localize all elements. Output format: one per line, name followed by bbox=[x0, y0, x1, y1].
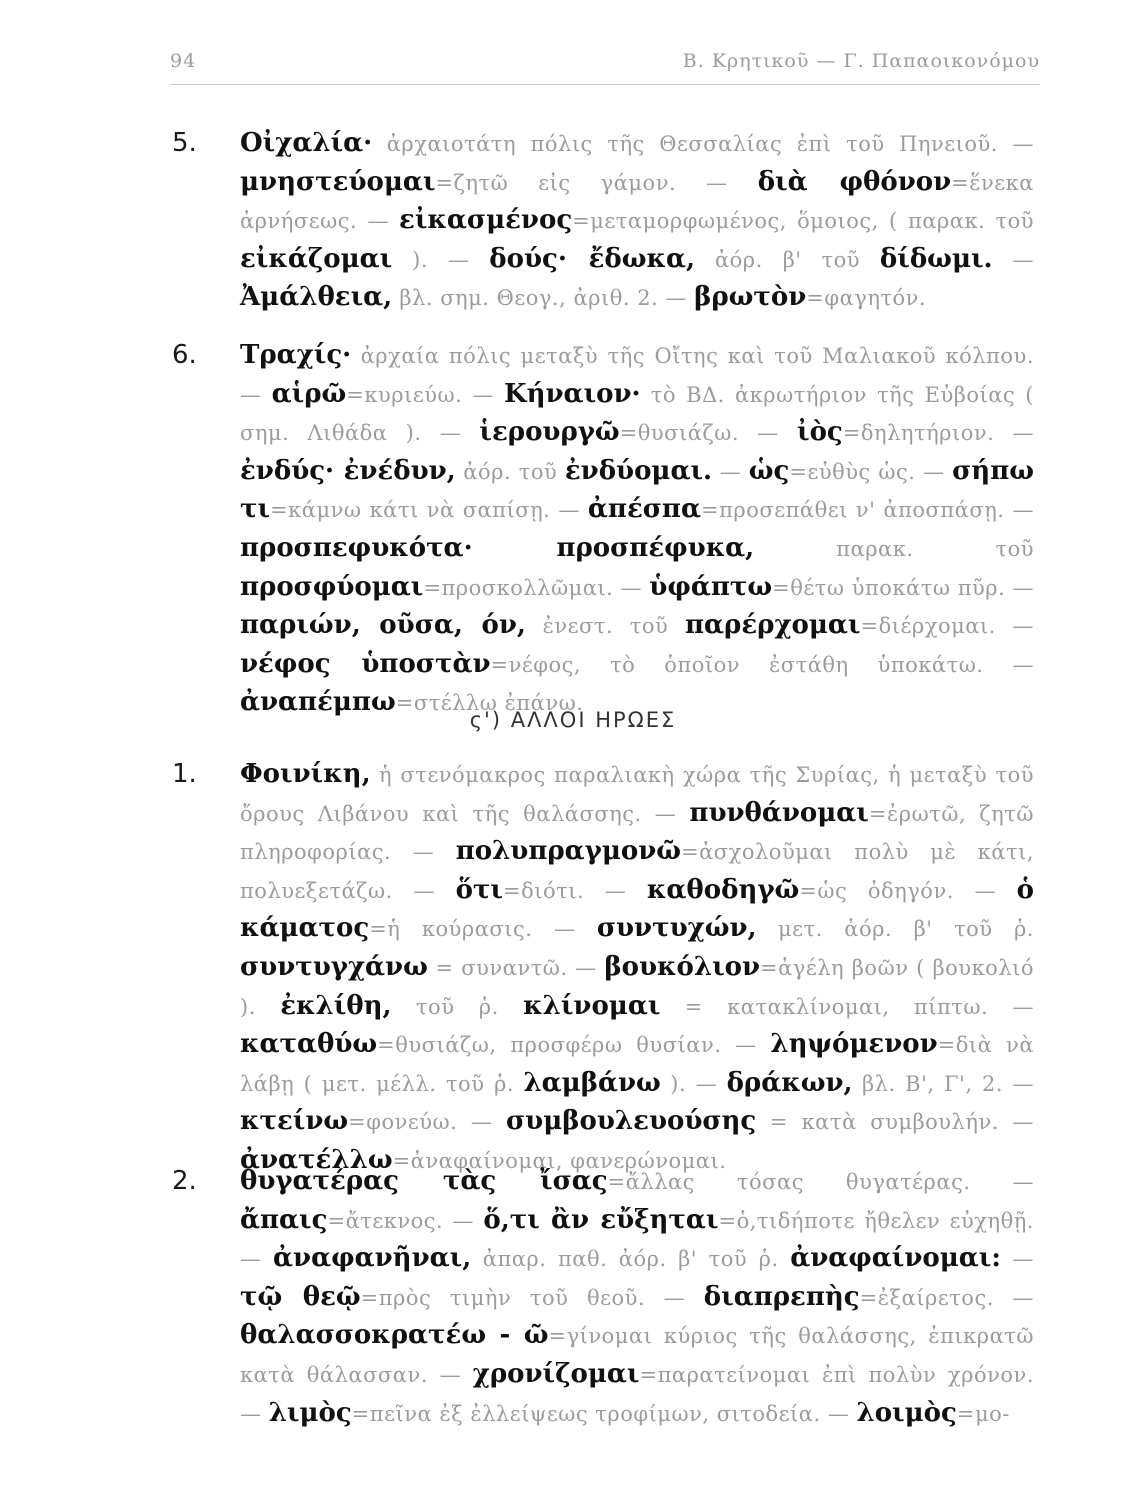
headword: τῷ θεῷ bbox=[240, 1281, 361, 1312]
section-heading: ς') ΑΛΛΟΙ ΗΡΩΕΣ bbox=[469, 708, 677, 732]
headword: ἀναφαίνομαι: bbox=[790, 1243, 1001, 1274]
headword: νέφος ὑποστὰν bbox=[240, 648, 491, 679]
headword: παριών, οῦσα, όν, bbox=[240, 610, 526, 641]
headword: ἀναφανῆναι, bbox=[273, 1243, 472, 1274]
headword: Ἀμάλθεια, bbox=[240, 282, 393, 313]
headword: λοιμὸς bbox=[856, 1397, 957, 1428]
headword: λαμβάνω bbox=[523, 1067, 661, 1098]
gloss-text: =μο- bbox=[956, 1401, 1010, 1426]
headword: ἐκλίθη, bbox=[280, 990, 392, 1021]
headword: συντυχών, bbox=[596, 913, 757, 944]
glossary-entry-1 bbox=[172, 756, 1034, 1181]
headword: Τραχίς· bbox=[240, 340, 352, 370]
headword: αἱρῶ bbox=[271, 378, 347, 409]
headword: πολυπραγμονῶ bbox=[455, 836, 682, 867]
glossary-entry-5 bbox=[172, 125, 1034, 318]
gloss-text: — bbox=[1000, 1247, 1034, 1272]
gloss-text: — bbox=[992, 247, 1034, 272]
gloss-text: =ἡ κούρασις. — bbox=[369, 917, 597, 942]
gloss-text: τὸ ΒΔ. ἀκρωτήριον τῆς Εὐβοίας ( σημ. Λιθάδα ). — bbox=[240, 382, 1034, 446]
gloss-text: =κυριεύω. — bbox=[346, 382, 505, 407]
headword: κλίνομαι bbox=[523, 990, 661, 1021]
headword: καταθύω bbox=[240, 1029, 378, 1060]
gloss-text: ἐνεστ. τοῦ bbox=[525, 614, 686, 639]
gloss-text: ἀρχαιοτάτη πόλις τῆς Θεσσαλίας ἐπὶ τοῦ Πηνειοῦ. — bbox=[372, 132, 1034, 156]
gloss-text: =ἀναφαίνομαι, φανερώνομαι. bbox=[392, 1148, 727, 1173]
gloss-text: =θυσιάζω, προσφέρω θυσίαν. — bbox=[377, 1033, 771, 1058]
gloss-text: =φονεύω. — bbox=[348, 1110, 507, 1135]
gloss-text: =νέφος, τὸ ὁποῖον ἐστάθη ὑποκάτω. — bbox=[490, 652, 1034, 677]
running-head bbox=[170, 50, 1040, 72]
gloss-text: =προσεπάθει ν' ἀποσπάσῃ. — bbox=[700, 498, 1034, 523]
headword: Φοινίκη, bbox=[240, 759, 371, 789]
gloss-text: ἀόρ. τοῦ bbox=[455, 459, 565, 484]
headword: σήπω τι bbox=[240, 455, 1034, 525]
gloss-text: τοῦ ῥ. bbox=[391, 994, 524, 1019]
entry-text bbox=[240, 1163, 1034, 1433]
headword: χρονίζομαι bbox=[472, 1358, 640, 1389]
gloss-text: =προσκολλῶμαι. — bbox=[423, 575, 650, 600]
gloss-text: =ἄτεκνος. — bbox=[327, 1208, 484, 1233]
headword: κτείνω bbox=[240, 1106, 349, 1137]
headword: εἰκάζομαι bbox=[240, 243, 393, 274]
gloss-text: =δηλητήριον. — bbox=[842, 421, 1035, 446]
gloss-text: =ζητῶ εἰς γάμον. — bbox=[435, 170, 758, 195]
gloss-text: =θυσιάζω. — bbox=[619, 421, 797, 446]
gloss-text: =φαγητόν. bbox=[806, 286, 927, 311]
gloss-text: — bbox=[712, 459, 749, 484]
headword: δούς· ἔδωκα, bbox=[489, 243, 696, 274]
gloss-text: ἀρχαία πόλις μεταξὺ τῆς Οἴτης καὶ τοῦ Μαλιακοῦ κόλπου.— bbox=[240, 344, 1034, 407]
headword: διὰ φθόνον bbox=[757, 166, 952, 197]
glossary-entry-2 bbox=[172, 1163, 1034, 1433]
gloss-text: =κάμνω κάτι νὰ σαπίσῃ. — bbox=[270, 498, 588, 523]
headword: ἀπέσπα bbox=[587, 494, 701, 525]
entry-text bbox=[240, 337, 1034, 723]
entry-number: 2. bbox=[172, 1166, 197, 1196]
headword: πυνθάνομαι bbox=[689, 797, 869, 828]
author-line: Β. Κρητικοῦ — Γ. Παπαοικονόμου bbox=[682, 50, 1040, 72]
gloss-text: =ὡς ὁδηγόν. — bbox=[799, 878, 1017, 903]
headword: ληψόμενον bbox=[770, 1029, 938, 1060]
gloss-text: =θέτω ὑποκάτω πῦρ. — bbox=[772, 575, 1035, 600]
header-rule bbox=[170, 84, 1040, 85]
entry-number: 5. bbox=[172, 128, 197, 158]
gloss-text: =ὁ,τιδήποτε ἤθελεν εὐχηθῇ. — bbox=[240, 1208, 1034, 1272]
headword: ἀνατέλλω bbox=[240, 1144, 393, 1175]
gloss-text: =πρὸς τιμὴν τοῦ θεοῦ. — bbox=[360, 1285, 704, 1310]
entry-text bbox=[240, 756, 1034, 1181]
headword: συντυγχάνω bbox=[240, 951, 428, 982]
gloss-text: =ἀσχολοῦμαι πολὺ μὲ κάτι, πολυεξετάζω. — bbox=[240, 840, 1035, 903]
gloss-text: =γίνομαι κύριος τῆς θαλάσσης, ἐπικρατῶ κατὰ θάλασσαν. — bbox=[240, 1324, 1035, 1387]
headword: Κήναιον· bbox=[504, 378, 641, 409]
headword: βρωτὸν bbox=[694, 282, 807, 313]
headword: λιμὸς bbox=[268, 1397, 352, 1428]
gloss-text: ἀόρ. β' τοῦ bbox=[695, 247, 880, 272]
gloss-text: =στέλλω ἐπάνω. bbox=[395, 691, 584, 716]
gloss-text: =διὰ νὰ λάβῃ ( μετ. μέλλ. τοῦ ῥ. bbox=[240, 1033, 1035, 1096]
headword: μνηστεύομαι bbox=[240, 166, 436, 197]
gloss-text: =εὐθὺς ὡς. — bbox=[789, 459, 953, 484]
gloss-text: ἀπαρ. παθ. ἀόρ. β' τοῦ ῥ. bbox=[471, 1247, 791, 1272]
gloss-text: ἡ στενόμακρος παραλιακὴ χώρα τῆς Συρίας, ἡ μεταξὺ τοῦ ὄρους Λιβάνου καὶ τῆς θαλάσσης. — bbox=[240, 763, 1034, 826]
gloss-text: =ἄλλας τόσας θυγατέρας. — bbox=[607, 1170, 1034, 1194]
headword: θυγατέρας τὰς ἴσας bbox=[240, 1166, 608, 1196]
headword: ὡς bbox=[748, 455, 790, 486]
headword: βουκόλιον bbox=[604, 951, 761, 982]
gloss-text: = κατὰ συμβουλήν. — bbox=[756, 1110, 1034, 1135]
headword: ὅ,τι ἂν εὔξηται bbox=[483, 1204, 719, 1235]
headword: παρέρχομαι bbox=[685, 610, 861, 641]
gloss-text: = συναντῶ. — bbox=[427, 955, 605, 980]
entry-text bbox=[240, 125, 1034, 318]
gloss-text: =μεταμορφωμένος, ὅμοιος, ( παρακ. τοῦ bbox=[572, 209, 1034, 234]
gloss-text: =ἀγέλη βοῶν ( βουκολιό ). bbox=[240, 955, 1034, 1019]
glossary-entry-6 bbox=[172, 337, 1034, 723]
gloss-text: ). — bbox=[660, 1071, 727, 1096]
headword: ὁ κάματος bbox=[240, 874, 1034, 944]
gloss-text: = κατακλίνομαι, πίπτω. — bbox=[660, 994, 1034, 1019]
headword: διαπρεπὴς bbox=[703, 1281, 860, 1312]
headword: προσπεφυκότα· προσπέφυκα, bbox=[240, 532, 755, 563]
headword: ἰὸς bbox=[796, 417, 843, 448]
headword: θαλασσοκρατέω - ῶ bbox=[240, 1320, 549, 1351]
gloss-text: =ἕνεκα ἀρνήσεως. — bbox=[240, 170, 1034, 234]
headword: ἀναπέμπω bbox=[240, 687, 396, 718]
entry-number: 6. bbox=[172, 340, 197, 370]
gloss-text: μετ. ἀόρ. β' τοῦ ῥ. bbox=[756, 917, 1034, 942]
gloss-text: =διέρχομαι. — bbox=[860, 614, 1034, 639]
gloss-text: =ἐξαίρετος. — bbox=[859, 1285, 1034, 1310]
gloss-text: =διότι. — bbox=[503, 878, 647, 903]
gloss-text: ). — bbox=[392, 247, 490, 272]
headword: προσφύομαι bbox=[240, 571, 424, 602]
headword: συμβουλευούσης bbox=[506, 1106, 757, 1137]
headword: ἐνδύς· ἐνέδυν, bbox=[240, 455, 456, 486]
headword: εἰκασμένος bbox=[399, 205, 573, 236]
headword: ὑφάπτω bbox=[649, 571, 773, 602]
entry-number: 1. bbox=[172, 759, 197, 789]
headword: δράκων, bbox=[726, 1067, 853, 1098]
headword: ὅτι bbox=[455, 874, 504, 905]
headword: Οἰχαλία· bbox=[240, 128, 373, 158]
headword: ἐνδύομαι. bbox=[564, 455, 713, 486]
gloss-text: παρακ. τοῦ bbox=[754, 536, 1035, 561]
gloss-text: =ἐρωτῶ, ζητῶ πληροφορίας. — bbox=[240, 801, 1034, 865]
gloss-text: βλ. σημ. Θεογ., ἀριθ. 2. — bbox=[392, 286, 695, 311]
page-number: 94 bbox=[170, 50, 197, 72]
headword: καθοδηγῶ bbox=[646, 874, 800, 905]
headword: δίδωμι. bbox=[879, 243, 993, 274]
gloss-text: =πεῖνα ἐξ ἐλλείψεως τροφίμων, σιτοδεία. — bbox=[351, 1401, 857, 1426]
headword: ἱερουργῶ bbox=[479, 417, 620, 448]
gloss-text: βλ. Β', Γ', 2. — bbox=[852, 1071, 1034, 1096]
headword: ἄπαις bbox=[240, 1204, 328, 1235]
gloss-text: =παρατείνομαι ἐπὶ πολὺν χρόνον. — bbox=[240, 1362, 1034, 1426]
